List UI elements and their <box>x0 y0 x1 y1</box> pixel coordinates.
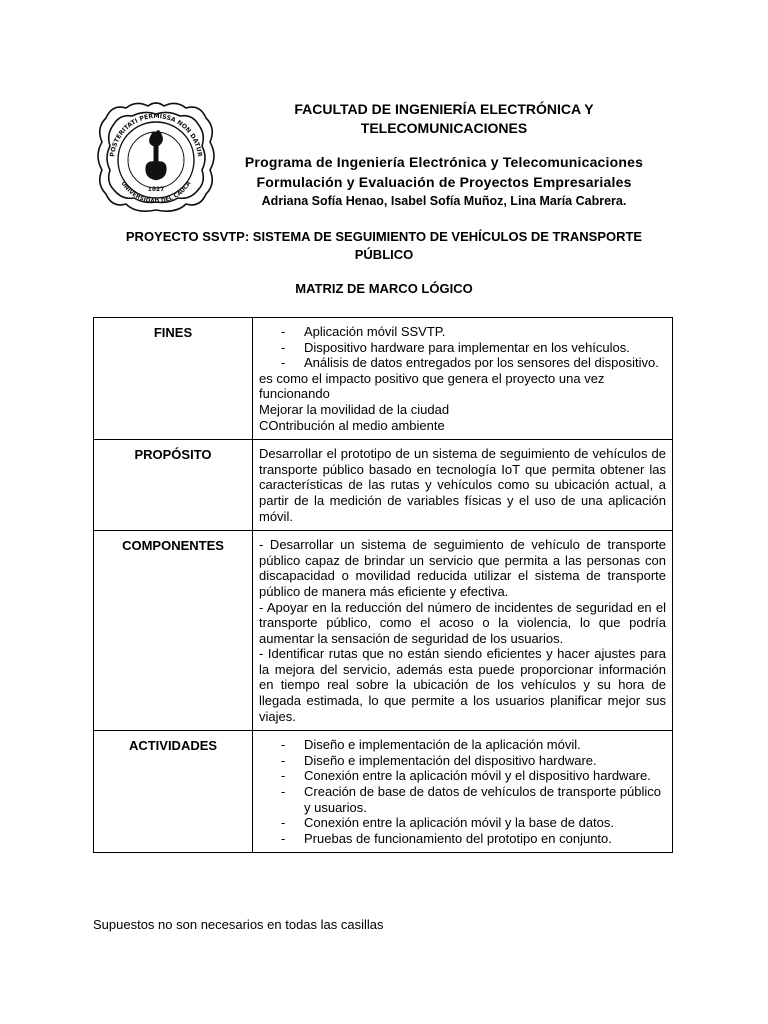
componentes-paragraph: - Desarrollar un sistema de seguimiento de vehículo de transporte público capaz de brindar un servicio que permita a las personas con discapacidad o movilidad reducida utilizar el sistema de transporte público de manera más eficiente y efectiva. <box>259 537 666 599</box>
faculty-title-line1: FACULTAD DE INGENIERÍA ELECTRÓNICA Y <box>294 101 594 117</box>
fines-goal-mobility: Mejorar la movilidad de la ciudad <box>259 401 450 417</box>
faculty-title-line2: TELECOMUNICACIONES <box>360 120 528 136</box>
matrix-title: MATRIZ DE MARCO LÓGICO <box>295 281 473 296</box>
course-name: Formulación y Evaluación de Proyectos Empresariales <box>256 174 632 190</box>
fines-note: es como el impacto positivo que genera el proyecto una vez funcionando <box>259 370 605 402</box>
authors-line: Adriana Sofía Henao, Isabel Sofía Muñoz, Lina María Cabrera. <box>261 194 627 208</box>
row-label-actividades: ACTIVIDADES <box>94 731 253 853</box>
fines-list <box>259 324 666 371</box>
matrix-row-componentes <box>94 531 673 731</box>
matrix-row-proposito <box>94 440 673 531</box>
list-item: - Dispositivo hardware para implementar en los vehículos. <box>259 340 666 356</box>
footnote: Supuestos no son necesarios en todas las casillas <box>93 917 384 932</box>
matrix-row-actividades <box>94 731 673 853</box>
project-title-line1: PROYECTO SSVTP: SISTEMA DE SEGUIMIENTO DE VEHÍCULOS DE TRANSPORTE <box>125 229 643 244</box>
university-seal <box>92 98 220 216</box>
actividades-content <box>253 731 673 853</box>
componentes-content <box>253 531 673 731</box>
list-item: - Diseño e implementación de la aplicación móvil. <box>259 737 666 753</box>
fines-goal-environment: COntribución al medio ambiente <box>259 417 445 433</box>
list-item: - Diseño e implementación del dispositivo hardware. <box>259 753 666 769</box>
row-label-componentes: COMPONENTES <box>94 531 253 731</box>
program-name: Programa de Ingeniería Electrónica y Telecomunicaciones <box>244 154 644 170</box>
project-title <box>96 228 672 264</box>
svg-text:POSTERITATI PERMISSA NON DATUR: POSTERITATI PERMISSA NON DATUR <box>109 112 203 158</box>
svg-text:UNIVERSIDAD DEL CAUCA: UNIVERSIDAD DEL CAUCA <box>119 180 193 205</box>
list-item: - Creación de base de datos de vehículos de transporte público y usuarios. <box>259 784 666 815</box>
row-label-fines: FINES <box>94 318 253 440</box>
document-header <box>226 100 662 210</box>
list-item: - Conexión entre la aplicación móvil y el dispositivo hardware. <box>259 768 666 784</box>
componentes-paragraph: - Identificar rutas que no están siendo eficientes y hacer ajustes para la mejora del servicio, además esta puede proporcionar información en tiempo real sobre la ubicación de los vehículos y su hora de llegada estimada, lo que permite a los usuarios planificar mejor sus viajes. <box>259 646 666 724</box>
proposito-content: Desarrollar el prototipo de un sistema de seguimiento de vehículos de transporte público basado en tecnología IoT que permita obtener las características de las rutas y vehículos como su ubicación actual, a partir de la medición de variables físicas y el uso de una aplicación móvil. <box>253 440 673 531</box>
logical-framework-matrix <box>93 317 673 853</box>
svg-text:1827: 1827 <box>147 186 165 193</box>
fines-content <box>253 318 673 440</box>
list-item: - Conexión entre la aplicación móvil y la base de datos. <box>259 815 666 831</box>
list-item: - Aplicación móvil SSVTP. <box>259 324 666 340</box>
project-title-line2: PÚBLICO <box>354 247 414 262</box>
list-item: - Análisis de datos entregados por los sensores del dispositivo. <box>259 355 666 371</box>
actividades-list <box>259 737 666 846</box>
matrix-row-fines <box>94 318 673 440</box>
list-item: - Pruebas de funcionamiento del prototipo en conjunto. <box>259 831 666 847</box>
row-label-proposito: PROPÓSITO <box>94 440 253 531</box>
university-seal-icon <box>92 98 220 216</box>
componentes-paragraph: - Apoyar en la reducción del número de incidentes de seguridad en el transporte público, como el acoso o la violencia, lo que podría aumentar la sensación de seguridad de los usuarios. <box>259 599 666 646</box>
